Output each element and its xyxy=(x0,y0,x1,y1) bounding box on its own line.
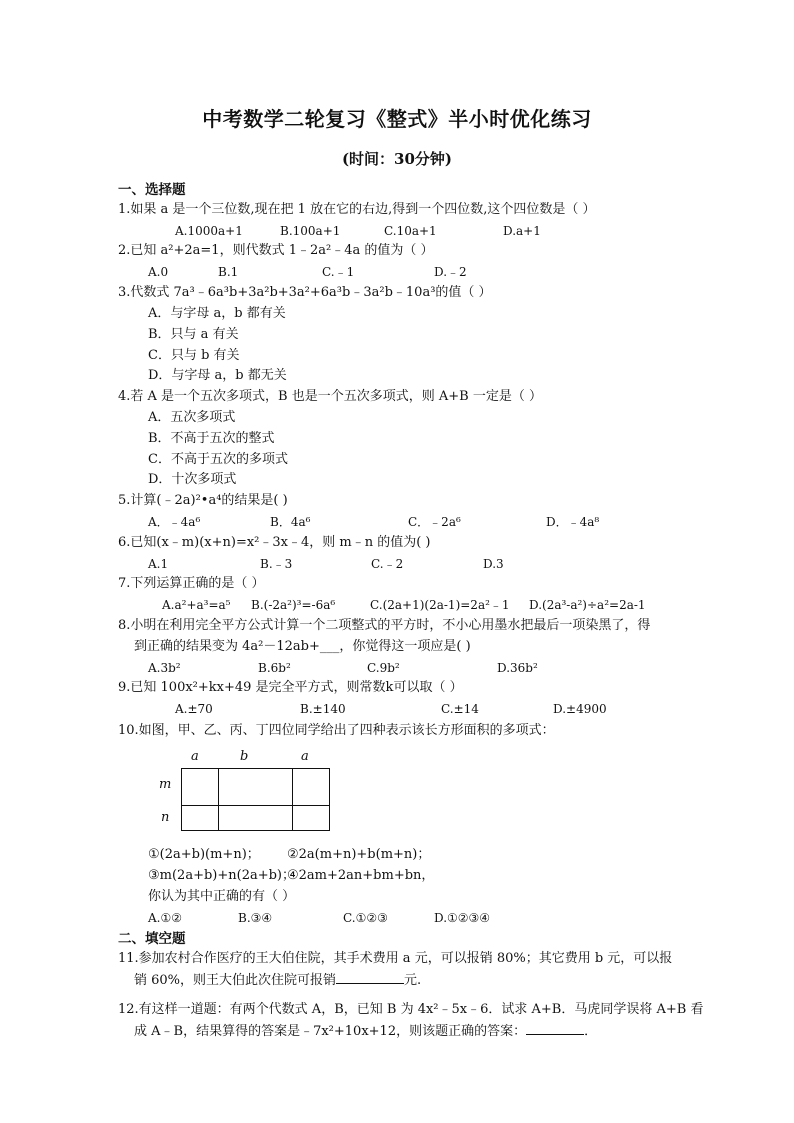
question-4-option-c: C．不高于五次的多项式 xyxy=(148,452,288,467)
question-2-stem: 2.已知 a²+2a=1，则代数式 1﹣2a²﹣4a 的值为（ ） xyxy=(118,243,434,258)
question-3-option-d: D．与字母 a，b 都无关 xyxy=(148,368,287,383)
question-4-option-b: B．不高于五次的整式 xyxy=(148,431,275,446)
question-10-expression-2: ②2a(m+n)+b(m+n)； xyxy=(287,847,431,862)
question-11-line1: 11.参加农村合作医疗的王大伯住院，其手术费用 a 元，可以报销 80%；其它费用 b 元，可以报 xyxy=(118,951,673,966)
question-9-option-b: B.±140 xyxy=(300,702,346,716)
question-4-option-a: A．五次多项式 xyxy=(148,410,236,425)
page-title: 中考数学二轮复习《整式》半小时优化练习 xyxy=(202,107,592,131)
question-3-option-b: B．只与 a 有关 xyxy=(148,327,239,342)
question-4-option-d: D．十次多项式 xyxy=(148,472,237,487)
question-2-option-a: A.0 xyxy=(148,265,169,279)
question-1-option-b: B.100a+1 xyxy=(280,224,341,238)
question-2-option-b: B.1 xyxy=(218,265,239,279)
question-1-stem: 1.如果 a 是一个三位数,现在把 1 放在它的右边,得到一个四位数,这个四位数是（ ） xyxy=(118,202,596,217)
question-4-stem: 4.若 A 是一个五次多项式，B 也是一个五次多项式，则 A+B 一定是（ ） xyxy=(118,389,542,404)
question-10-option-b: B.③④ xyxy=(238,911,273,925)
question-1-option-d: D.a+1 xyxy=(503,224,541,238)
figure-label-top-a2: a xyxy=(301,749,309,764)
question-3-stem: 3.代数式 7a³﹣6a³b+3a²b+3a²+6a³b﹣3a²b﹣10a³的值（ ） xyxy=(118,285,492,300)
question-9-option-c: C.±14 xyxy=(441,702,479,716)
question-6-option-a: A.1 xyxy=(148,557,169,571)
section-heading-fill: 二、填空题 xyxy=(118,931,186,947)
question-5-option-d: D．﹣4a⁸ xyxy=(546,515,600,529)
question-8-stem-line2: 到正确的结果变为 4a²－12ab+___，你觉得这一项应是( ) xyxy=(134,639,471,654)
question-6-option-b: B.﹣3 xyxy=(260,557,293,571)
question-9-stem: 9.已知 100x²+kx+49 是完全平方式，则常数k可以取（ ） xyxy=(118,680,463,695)
question-8-stem-line1: 8.小明在利用完全平方公式计算一个二项整式的平方时，不小心用墨水把最后一项染黑了，得 xyxy=(118,618,651,633)
figure-divider-vertical-2 xyxy=(292,768,293,831)
answer-blank-q11[interactable] xyxy=(336,971,404,984)
figure-label-top-b: b xyxy=(240,749,249,764)
question-11-line2-text: 销 60%，则王大伯此次住院可报销 xyxy=(134,973,337,988)
question-8-option-a: A.3b² xyxy=(148,661,181,675)
question-10-expression-1: ①(2a+b)(m+n)； xyxy=(148,847,260,862)
question-8-option-c: C.9b² xyxy=(367,661,400,675)
question-10-expression-4: ④2am+2an+bm+bn， xyxy=(287,868,435,883)
question-9-option-d: D.±4900 xyxy=(553,702,607,716)
question-11-unit: 元. xyxy=(404,973,422,988)
section-heading-choice: 一、选择题 xyxy=(118,182,186,198)
question-8-option-b: B.6b² xyxy=(258,661,291,675)
question-10-option-a: A.①② xyxy=(148,911,182,925)
question-5-option-c: C．﹣2a⁶ xyxy=(408,515,461,529)
figure-divider-vertical-1 xyxy=(218,768,219,831)
figure-label-top-a1: a xyxy=(191,749,199,764)
question-11-line2 xyxy=(134,971,421,990)
question-3-option-a: A．与字母 a，b 都有关 xyxy=(148,306,286,321)
question-7-option-b: B.(-2a²)³=-6a⁶ xyxy=(251,598,336,612)
figure-label-left-m: m xyxy=(159,777,172,792)
question-3-option-c: C．只与 b 有关 xyxy=(148,348,240,363)
question-10-stem: 10.如图，甲、乙、丙、丁四位同学给出了四种表示该长方形面积的多项式： xyxy=(118,723,555,738)
question-7-option-d: D.(2a³-a²)÷a²=2a-1 xyxy=(529,598,646,612)
question-2-option-d: D.﹣2 xyxy=(434,265,467,279)
answer-blank-q12[interactable] xyxy=(526,1022,584,1035)
question-10-option-d: D.①②③④ xyxy=(434,911,491,925)
question-5-option-a: A．﹣4a⁶ xyxy=(148,515,201,529)
question-12-line2-text: 成 A﹣B，结果算得的答案是﹣7x²+10x+12，则该题正确的答案： xyxy=(134,1024,527,1039)
question-5-option-b: B．4a⁶ xyxy=(270,515,311,529)
question-2-option-c: C.﹣1 xyxy=(322,265,355,279)
question-5-stem: 5.计算(﹣2a)²•a⁴的结果是( ) xyxy=(118,493,288,508)
question-9-option-a: A.±70 xyxy=(175,702,213,716)
question-6-option-d: D.3 xyxy=(483,557,504,571)
question-12-line1: 12.有这样一道题：有两个代数式 A，B，已知 B 为 4x²﹣5x﹣6．试求 A+B．马虎同学误将 A+B 看 xyxy=(118,1002,704,1017)
question-1-option-a: A.1000a+1 xyxy=(175,224,243,238)
question-7-option-c: C.(2a+1)(2a-1)=2a²﹣1 xyxy=(370,598,510,612)
question-12-line2 xyxy=(134,1022,597,1041)
figure-divider-horizontal xyxy=(181,805,330,806)
rectangle-figure xyxy=(181,768,330,831)
question-12-end: ． xyxy=(584,1024,598,1039)
question-8-option-d: D.36b² xyxy=(497,661,538,675)
question-6-option-c: C.﹣2 xyxy=(371,557,404,571)
question-10-option-c: C.①②③ xyxy=(343,911,388,925)
page-subtitle: (时间：30分钟) xyxy=(341,150,453,168)
figure-label-left-n: n xyxy=(161,810,170,825)
question-7-option-a: A.a²+a³=a⁵ xyxy=(162,598,231,612)
question-1-option-c: C.10a+1 xyxy=(384,224,437,238)
question-7-stem: 7.下列运算正确的是（ ） xyxy=(118,576,265,591)
question-10-ask: 你认为其中正确的有（ ） xyxy=(148,889,296,904)
question-10-expression-3: ③m(2a+b)+n(2a+b)； xyxy=(148,868,296,883)
question-6-stem: 6.已知(x﹣m)(x+n)=x²﹣3x﹣4，则 m﹣n 的值为( ) xyxy=(118,535,431,550)
